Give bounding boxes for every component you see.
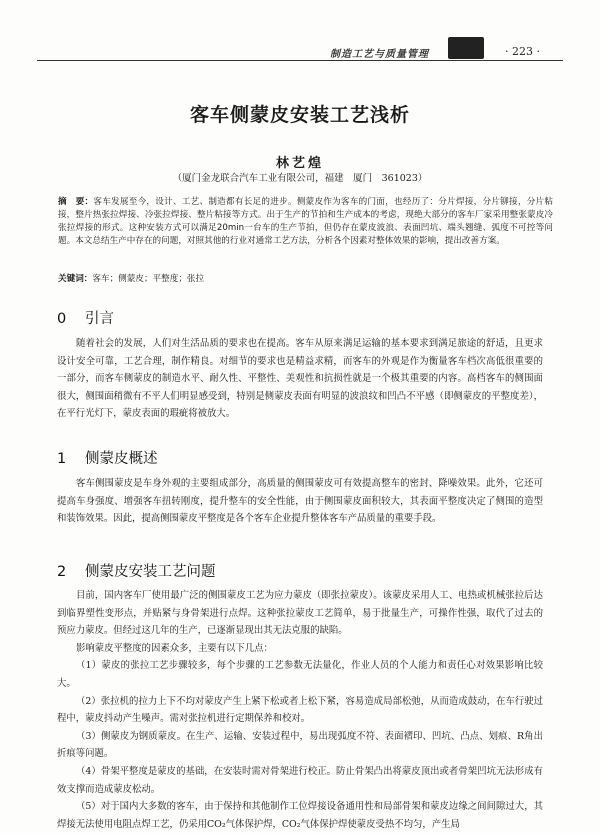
header-ornament (448, 37, 484, 59)
paragraph-text: 目前，国内客车厂使用最广泛的侧围蒙皮工艺为应力蒙皮（即张拉蒙皮）。该蒙皮采用人工、电热或机械张拉后达到临界塑性变形点，并贴紧与身骨架进行点焊。这种张拉蒙皮工艺简单，易于批量生产，可操作性强，取代了过去的预应力蒙皮。但经过这几年的生产，已逐渐显现出其无法克服的缺陷。 (57, 590, 543, 637)
article-title: 客车侧蒙皮安装工艺浅析 (189, 104, 410, 126)
section-heading-problems (57, 560, 216, 581)
header-rule (37, 60, 563, 61)
abstract (58, 196, 553, 248)
paragraph-text: 影响蒙皮平整度的因素众多，主要有以下几点： (76, 642, 273, 654)
paragraph: 客车侧围蒙皮是车身外观的主要组成部分，高质量的侧围蒙皮可有效提高整车的密封、降噪效果。此外，它还可提高车身强度、增强客车扭转刚度，提升整车的安全性能，由于侧围蒙皮面积较大，其表面平整度决定了侧围的造型和装饰效果。因此，提高侧围蒙皮平整度是各个客车企业提升整体客车产品质量的重要手段。 (57, 478, 543, 525)
section-heading-intro (57, 307, 114, 328)
keywords-label: 关键词： (58, 274, 93, 284)
section-title: 引言 (85, 311, 114, 327)
keywords-text: 客车；侧蒙皮；平整度；张拉 (92, 274, 205, 284)
list-item: （1）蒙皮的张拉工艺步骤较多，每个步骤的工艺参数无法量化，作业人员的个人能力和责任心对效果影响比较大。 (57, 660, 543, 689)
abstract-label: 摘 要： (58, 197, 94, 207)
list-item: （4）骨架平整度是蒙皮的基础，在安装时需对骨架进行校正。防止骨架凸出将蒙皮顶出或者骨架凹坑无法形成有效支撑而造成蒙皮松动。 (57, 765, 543, 795)
section-number: 1 (57, 451, 67, 467)
list-item: （5）对于国内大多数的客车，由于保持和其他制作工位焊接设备通用性和局部骨架和蒙皮边缘之间间隙过大，其焊接无法使用电阻点焊工艺，仍采用CO₂气体保护焊，CO₂气体保护焊使蒙皮受热不均匀，产生局 (57, 801, 543, 830)
paragraph: 随着社会的发展，人们对生活品质的要求也在提高。客车从原来满足运输的基本要求到满足旅途的舒适，且更求设计安全可靠，工艺合理，制作精良。对细节的要求也是精益求精，而客车的外观是作为衡量客车档次高低很重要的一部分，而客车侧蒙皮的制造水平、耐久性、平整性、美观性和抗损性就是一个极其重要的内容。高档客车的侧围面很大，侧围面稍微有不平人们明显感受到，特别是侧蒙皮表面有明显的波浪纹和凹凸不平感（即侧蒙皮的平整度差），在平行光灯下，蒙皮表面的瑕疵将被放大。 (57, 338, 543, 420)
author-affiliation: （厦门金龙联合汽车工业有限公司，福建 厦门 361023） (172, 173, 428, 184)
section-number: 2 (57, 564, 67, 580)
section-number: 0 (57, 311, 67, 327)
paragraph (57, 587, 543, 833)
section-title: 侧蒙皮概述 (85, 451, 158, 467)
author-name: 林艺煌 (275, 156, 324, 171)
section-heading-overview (57, 447, 158, 468)
journal-section-name: 制造工艺与质量管理 (330, 49, 429, 60)
section-title: 侧蒙皮安装工艺问题 (85, 564, 216, 580)
abstract-text: 客车发展至今，设计、工艺、制造都有长足的进步。侧蒙皮作为客车的门面，也经历了：分片焊接，分片铆接，分片粘接，整片热张拉焊接、冷张拉焊接、整片粘接等方式。出于生产的节拍和生产成本的考虑，现绝大部分的客车厂家采用整张蒙皮冷张拉焊接的形式。这种安装方式可以满足20min一台车的生产节拍，但仍存在蒙皮波浪、表面凹坑、端头翘缝、弧度不可控等问题。本文总结生产中存在的问题，对照其他的行业对通常工艺方法，分析各个因素对整体效果的影响，提出改善方案。 (58, 197, 553, 246)
list-item: （3）侧蒙皮为钢质蒙皮。在生产、运输、安装过程中，易出现弧度不符、表面褶印、凹坑、凸点、划痕、R角出折痕等问题。 (57, 730, 543, 760)
page-number: · 223 · (505, 45, 540, 58)
keywords (58, 272, 553, 284)
list-item: （2）张拉机的拉力上下不均对蒙皮产生上紧下松或者上松下紧，容易造成局部松弛，从而造成鼓动，在车行驶过程中，蒙皮抖动产生噪声。需对张拉机进行定期保养和校对。 (57, 695, 543, 725)
